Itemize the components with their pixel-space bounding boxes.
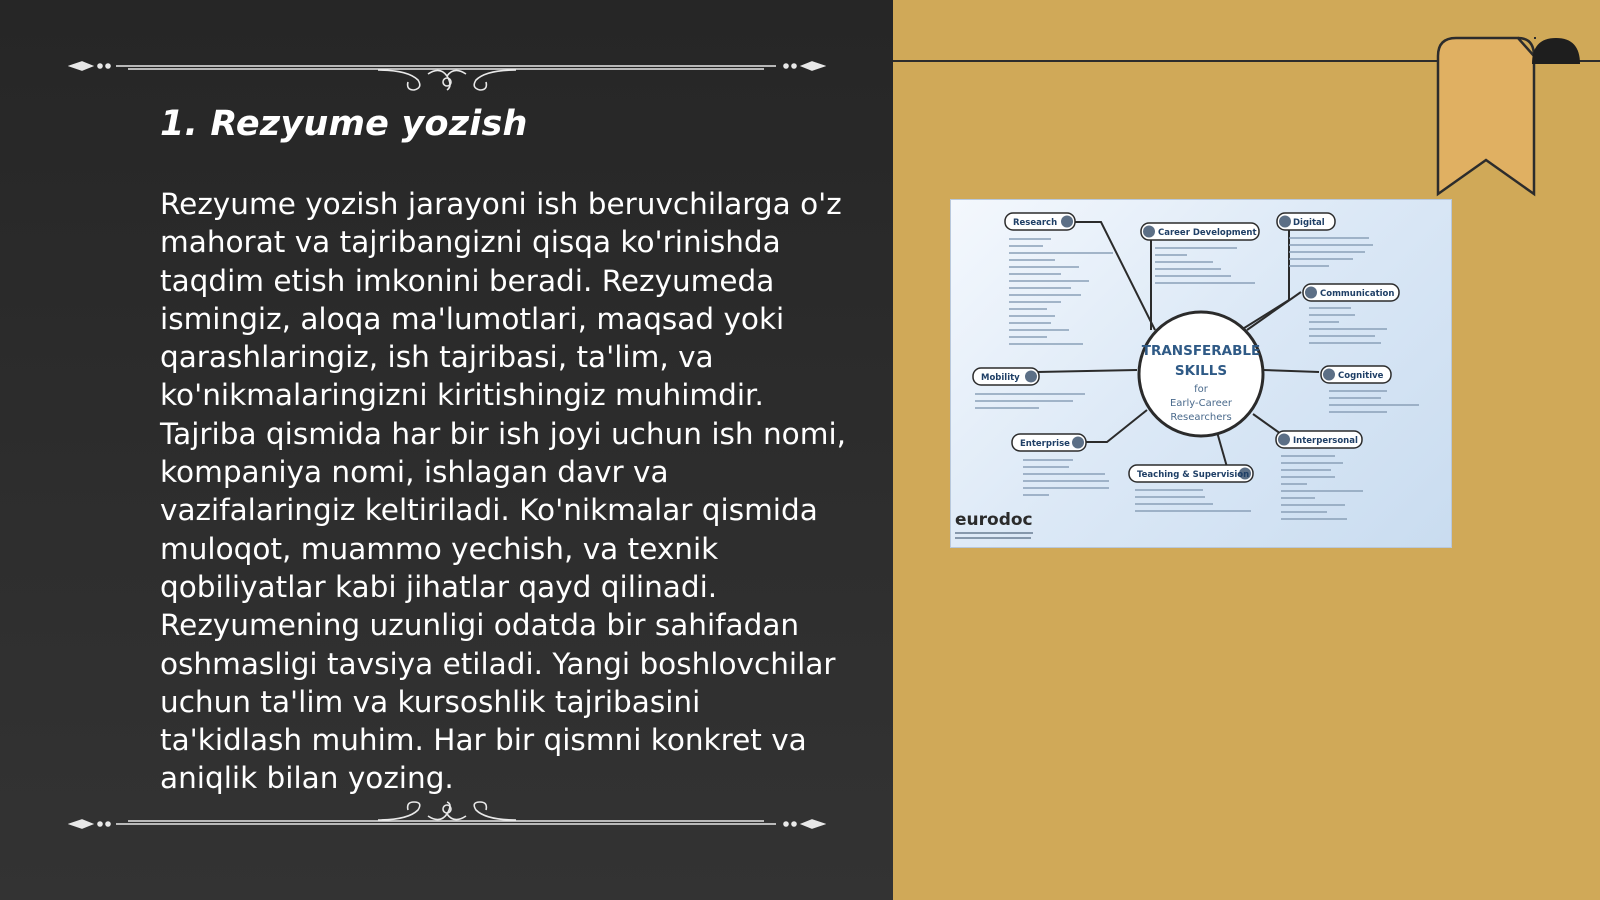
- node-cognitive: Cognitive: [1338, 371, 1384, 381]
- transferable-skills-figure: [950, 199, 1452, 548]
- center-sub-1: for: [1194, 384, 1208, 395]
- slide-title: 1. Rezyume yozish: [160, 104, 528, 144]
- skills-mindmap: [951, 200, 1451, 547]
- bookmark-curl-icon: [1530, 36, 1586, 66]
- center-title-2: SKILLS: [1174, 363, 1228, 379]
- node-mobility: Mobility: [981, 373, 1020, 383]
- center-sub-2: Early-Career: [1169, 398, 1233, 409]
- node-enterprise: Enterprise: [1020, 439, 1070, 449]
- node-career: Career Development: [1158, 228, 1257, 238]
- top-ornament-icon: [68, 52, 826, 92]
- node-research: Research: [1013, 218, 1058, 228]
- node-interpersonal: Interpersonal: [1293, 436, 1358, 446]
- center-title-1: TRANSFERABLE: [1141, 343, 1261, 359]
- center-sub-3: Researchers: [1170, 412, 1232, 423]
- node-communication: Communication: [1320, 289, 1395, 299]
- node-digital: Digital: [1293, 218, 1325, 228]
- node-teaching: Teaching & Supervision: [1137, 470, 1250, 480]
- bookmark-icon: [1436, 36, 1536, 198]
- bottom-ornament-icon: [68, 800, 826, 840]
- eurodoc-logo: eurodoc: [955, 510, 1033, 530]
- slide-body-text: Rezyume yozish jarayoni ish beruvchilarga o'z mahorat va tajribangizni qisqa ko'rinishda taqdim etish imkonini beradi. Rezyumeda ismingiz, aloqa ma'lumotlari, maqsad yoki qarashlaringiz, ish tajribasi, ta'lim, va ko'nikmalaringizni kiritishingiz muhimdir. Tajriba qismida har bir ish joyi uchun ish nomi, kompaniya nomi, ishlagan davr va vazifalaringiz keltiriladi. Ko'nikmalar qismida muloqot, muammo yechish, va texnik qobiliyatlar kabi jihatlar qayd qilinadi. Rezyumening uzunligi odatda bir sahifadan oshmasligi tavsiya etiladi. Yangi boshlovchilar uchun ta'lim va kursoshlik tajribasini ta'kidlash muhim. Har bir qismni konkret va aniqlik bilan yozing.: [160, 187, 847, 796]
